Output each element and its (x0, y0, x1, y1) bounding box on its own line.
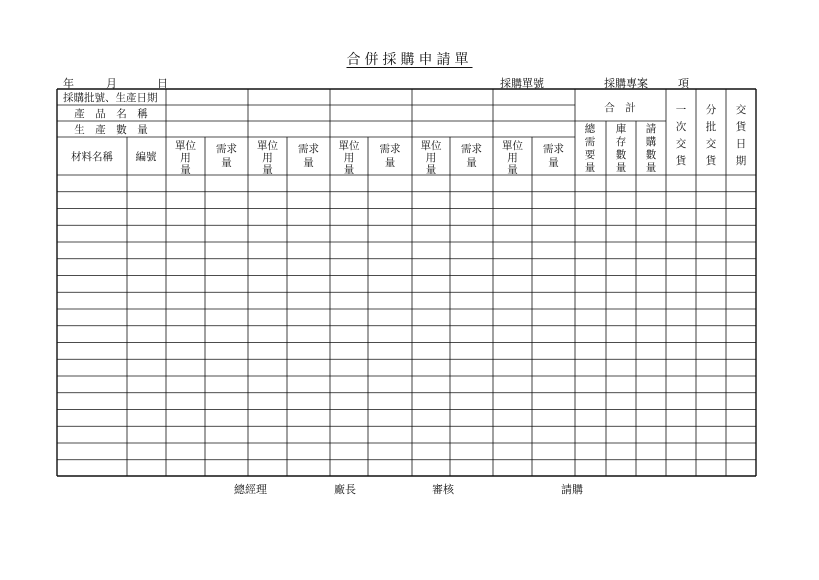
stock-qty-header: 數 (615, 149, 627, 161)
day-label: 日 (157, 77, 168, 90)
unit-usage-header: 量 (180, 164, 191, 176)
unit-usage-header: 用 (262, 152, 273, 164)
unit-usage-header: 量 (343, 164, 355, 176)
item-label: 項 (678, 77, 689, 90)
batch-date-label: 採購批號、生產日期 (63, 92, 158, 104)
year-label: 年 (63, 77, 74, 90)
unit-usage-header: 單位 (420, 140, 442, 152)
unit-usage-header: 用 (180, 152, 191, 164)
stock-qty-header: 存 (615, 136, 627, 148)
unit-usage-header: 單位 (338, 140, 360, 152)
month-label: 月 (106, 77, 117, 90)
purchase-qty-header: 購 (645, 136, 657, 148)
required-qty-header: 量 (548, 157, 559, 169)
one-time-delivery-header: 次 (675, 121, 687, 133)
unit-usage-header: 量 (262, 164, 273, 176)
total-required-header: 量 (584, 162, 596, 174)
one-time-delivery-header: 交 (675, 138, 687, 150)
purchase-case-label: 採購專案 (604, 77, 648, 90)
unit-usage-header: 單位 (502, 140, 523, 152)
general-manager-signature: 總經理 (234, 483, 267, 496)
required-qty-header: 需求 (298, 143, 319, 155)
required-qty-header: 量 (303, 157, 314, 169)
one-time-delivery-header: 一 (675, 104, 687, 116)
total-required-header: 需 (584, 136, 596, 148)
review-signature: 審核 (432, 483, 454, 496)
batch-delivery-header: 貨 (705, 155, 717, 167)
unit-usage-header: 用 (425, 152, 437, 164)
required-qty-header: 量 (466, 157, 477, 169)
one-time-delivery-header: 貨 (675, 155, 687, 167)
delivery-date-header: 交 (735, 104, 747, 116)
purchase-qty-header: 量 (645, 162, 657, 174)
request-signature: 請購 (561, 483, 583, 496)
stock-qty-header: 量 (615, 162, 627, 174)
purchase-qty-header: 請 (645, 123, 657, 135)
unit-usage-header: 單位 (257, 140, 278, 152)
required-qty-header: 需求 (216, 143, 237, 155)
total-required-header: 要 (584, 149, 596, 161)
purchase-qty-header: 數 (645, 149, 657, 161)
stock-qty-header: 庫 (615, 123, 627, 135)
required-qty-header: 量 (384, 157, 396, 169)
product-name-label: 產 品 名 稱 (74, 108, 148, 120)
delivery-date-header: 日 (735, 138, 747, 150)
material-name-header: 材料名稱 (71, 151, 113, 163)
factory-head-signature: 廠長 (334, 483, 356, 496)
required-qty-header: 需求 (461, 143, 482, 155)
purchase-number-label: 採購單號 (500, 77, 544, 90)
required-qty-header: 需求 (543, 143, 564, 155)
unit-usage-header: 量 (425, 164, 437, 176)
batch-delivery-header: 交 (705, 138, 717, 150)
total-required-header: 總 (584, 123, 596, 135)
batch-delivery-header: 批 (705, 121, 717, 133)
batch-delivery-header: 分 (705, 104, 717, 116)
required-qty-header: 量 (221, 157, 232, 169)
delivery-date-header: 貨 (735, 121, 747, 133)
unit-usage-header: 量 (507, 164, 518, 176)
total-header: 合 計 (604, 102, 636, 114)
unit-usage-header: 用 (507, 152, 518, 164)
required-qty-header: 需求 (379, 143, 401, 155)
code-header: 編號 (135, 151, 157, 163)
production-qty-label: 生 產 數 量 (74, 124, 148, 136)
page-title: 合併採購申請單 (346, 52, 473, 68)
unit-usage-header: 單位 (175, 140, 196, 152)
unit-usage-header: 用 (343, 152, 355, 164)
delivery-date-header: 期 (735, 155, 747, 167)
